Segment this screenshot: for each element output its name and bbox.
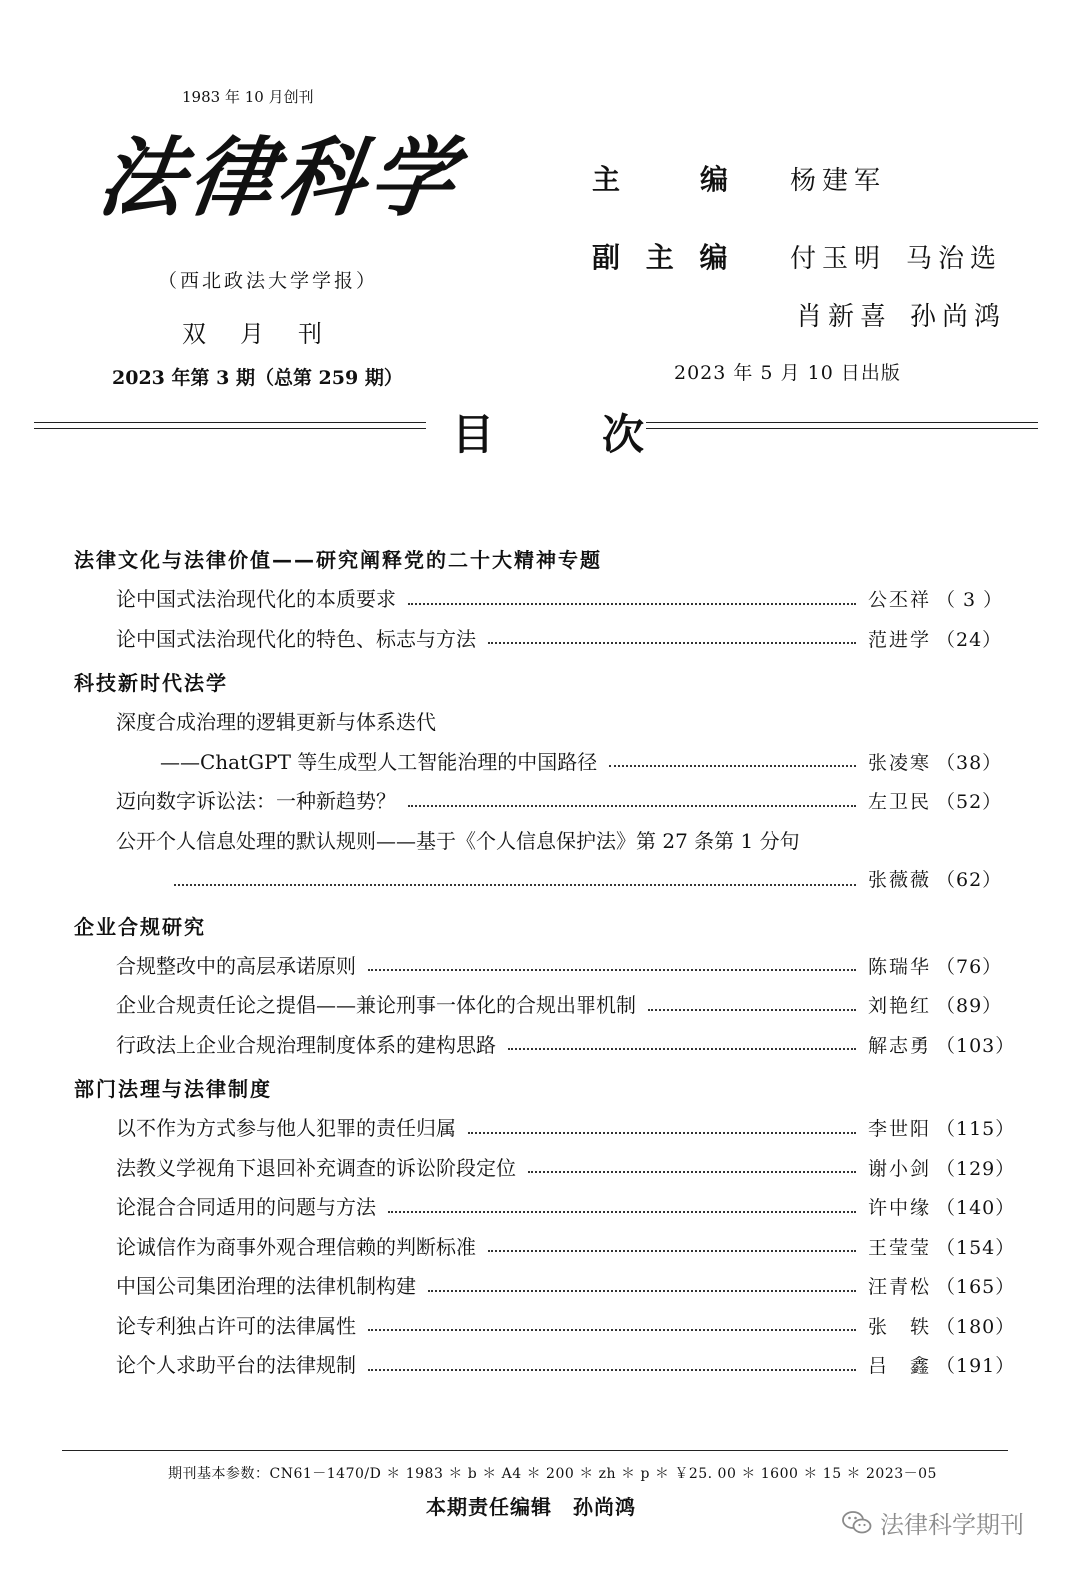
article-title: 公开个人信息处理的默认规则——基于《个人信息保护法》第 27 条第 1 分句 — [116, 828, 800, 853]
article-author: 许中缘 — [868, 1197, 932, 1219]
article-title: 行政法上企业合规治理制度体系的建构思路 — [116, 1032, 496, 1057]
article-title: 论中国式法治现代化的特色、标志与方法 — [116, 626, 476, 651]
journal-logo — [92, 127, 468, 228]
page-number: （103） — [936, 1034, 1016, 1057]
article-author: 吕 鑫 — [868, 1355, 932, 1377]
article-author: 左卫民 — [868, 791, 932, 813]
journal-parameters: 期刊基本参数：CN61－1470/D ＊ 1983 ＊ b ＊ A4 ＊ 200 ＊ zh ＊ p ＊ ￥25. 00 ＊ 1600 ＊ 15 ＊ 2023－05 — [168, 1466, 937, 1482]
toc-entry[interactable] — [74, 580, 1004, 620]
deputy-editor-name: 付玉明 — [790, 244, 887, 274]
page-number: （140） — [936, 1197, 1016, 1219]
deputy-editor-name: 马治选 — [906, 244, 1003, 274]
page-number: （ 3 ） — [936, 589, 1004, 611]
article-title: 中国公司集团治理的法律机制构建 — [116, 1274, 416, 1298]
article-title: 论中国式法治现代化的本质要求 — [116, 587, 396, 611]
page-number: （89） — [936, 995, 1003, 1017]
chief-editor-label: 主 编 — [592, 163, 737, 196]
toc-title: 目次 — [452, 410, 753, 459]
toc-entry[interactable] — [74, 1188, 1016, 1228]
article-title: 法教义学视角下退回补充调查的诉讼阶段定位 — [116, 1155, 516, 1180]
section-heading: 科技新时代法学 — [74, 671, 228, 695]
article-title: 论混合合同适用的问题与方法 — [116, 1195, 376, 1219]
article-author: 汪青松 — [868, 1276, 932, 1298]
article-author: 李世阳 — [868, 1118, 932, 1140]
deputy-editor-name: 孙尚鸿 — [910, 302, 1007, 332]
page-number: （154） — [936, 1236, 1016, 1259]
page-number: （165） — [936, 1276, 1016, 1298]
leader-dots — [648, 1009, 856, 1011]
toc-entry-continuation[interactable] — [74, 861, 1003, 901]
leader-dots — [488, 642, 856, 644]
leader-dots — [428, 1290, 856, 1292]
publication-frequency: 双月刊 — [182, 320, 356, 348]
article-author: 解志勇 — [868, 1034, 932, 1057]
toc-entry[interactable] — [74, 1228, 1016, 1268]
toc-entry[interactable] — [74, 947, 1003, 987]
toc-entry[interactable] — [74, 782, 1003, 822]
toc-entry[interactable] — [74, 1109, 1016, 1149]
responsible-editor: 本期责任编辑 孙尚鸿 — [426, 1495, 636, 1519]
article-subtitle: ——ChatGPT 等生成型人工智能治理的中国路径 — [160, 749, 598, 774]
deputy-editor-label: 副 主 编 — [592, 241, 736, 274]
leader-dots — [528, 1171, 856, 1173]
article-title: 迈向数字诉讼法：一种新趋势？ — [116, 789, 396, 813]
founded-date: 1983 年 10 月创刊 — [182, 88, 314, 106]
divider — [62, 1450, 1008, 1451]
article-title: 论专利独占许可的法律属性 — [116, 1313, 356, 1338]
page-number: （115） — [936, 1118, 1016, 1140]
section-heading: 企业合规研究 — [74, 914, 206, 939]
article-author: 王莹莹 — [868, 1236, 932, 1259]
divider — [34, 422, 426, 423]
toc-entry[interactable] — [74, 703, 996, 743]
page-number: （191） — [936, 1355, 1016, 1377]
leader-dots — [508, 1048, 856, 1050]
page-number: （24） — [936, 628, 1003, 651]
page-number: （38） — [936, 751, 1003, 774]
leader-dots — [609, 765, 856, 767]
article-author: 范进学 — [868, 628, 932, 651]
article-title: 深度合成治理的逻辑更新与体系迭代 — [116, 710, 436, 734]
article-author: 张薇薇 — [868, 869, 932, 891]
wechat-icon — [842, 1510, 872, 1536]
leader-dots — [388, 1211, 856, 1213]
issue-number: 2023 年第 3 期（总第 259 期） — [112, 367, 403, 389]
table-of-contents — [74, 540, 1016, 1386]
toc-entry[interactable] — [74, 822, 996, 862]
publication-date: 2023 年 5 月 10 日出版 — [674, 362, 901, 384]
article-title: 合规整改中的高层承诺原则 — [116, 953, 356, 978]
page-number: （180） — [936, 1315, 1016, 1338]
watermark-text: 法律科学期刊 — [880, 1511, 1024, 1539]
leader-dots — [488, 1250, 856, 1252]
leader-dots — [368, 969, 856, 971]
toc-entry[interactable] — [74, 620, 1003, 660]
leader-dots — [368, 1369, 856, 1371]
toc-entry[interactable] — [74, 1149, 1016, 1189]
article-title: 论个人求助平台的法律规制 — [116, 1353, 356, 1377]
leader-dots — [174, 884, 856, 886]
article-author: 公丕祥 — [868, 589, 932, 611]
journal-logo-text: 法律科学 — [92, 127, 468, 228]
section-heading: 法律文化与法律价值——研究阐释党的二十大精神专题 — [74, 548, 602, 572]
article-author: 刘艳红 — [868, 995, 932, 1017]
article-title: 企业合规责任论之提倡——兼论刑事一体化的合规出罪机制 — [116, 993, 636, 1017]
toc-entry[interactable] — [74, 986, 1003, 1026]
page-number: （52） — [936, 791, 1003, 813]
page-number: （129） — [936, 1157, 1016, 1180]
toc-entry-continuation[interactable] — [74, 743, 1003, 783]
toc-entry[interactable] — [74, 1346, 1016, 1386]
watermark — [842, 1505, 1024, 1540]
page-number: （76） — [936, 955, 1003, 978]
journal-subtitle: （西北政法大学学报） — [158, 270, 379, 292]
article-title: 论诚信作为商事外观合理信赖的判断标准 — [116, 1234, 476, 1259]
divider — [34, 428, 426, 429]
section-heading: 部门法理与法律制度 — [74, 1077, 272, 1101]
deputy-editor-name: 肖新喜 — [796, 302, 893, 332]
article-author: 谢小剑 — [868, 1157, 932, 1180]
article-author: 张凌寒 — [868, 751, 932, 774]
toc-entry[interactable] — [74, 1026, 1016, 1066]
leader-dots — [468, 1132, 856, 1134]
article-title: 以不作为方式参与他人犯罪的责任归属 — [116, 1116, 456, 1140]
page-number: （62） — [936, 869, 1003, 891]
leader-dots — [408, 805, 856, 807]
article-author: 张 轶 — [868, 1315, 932, 1338]
leader-dots — [408, 603, 856, 605]
toc-entry[interactable] — [74, 1307, 1016, 1347]
article-author: 陈瑞华 — [868, 955, 932, 978]
chief-editor-name: 杨建军 — [790, 166, 887, 196]
toc-entry[interactable] — [74, 1267, 1016, 1307]
leader-dots — [368, 1329, 856, 1331]
